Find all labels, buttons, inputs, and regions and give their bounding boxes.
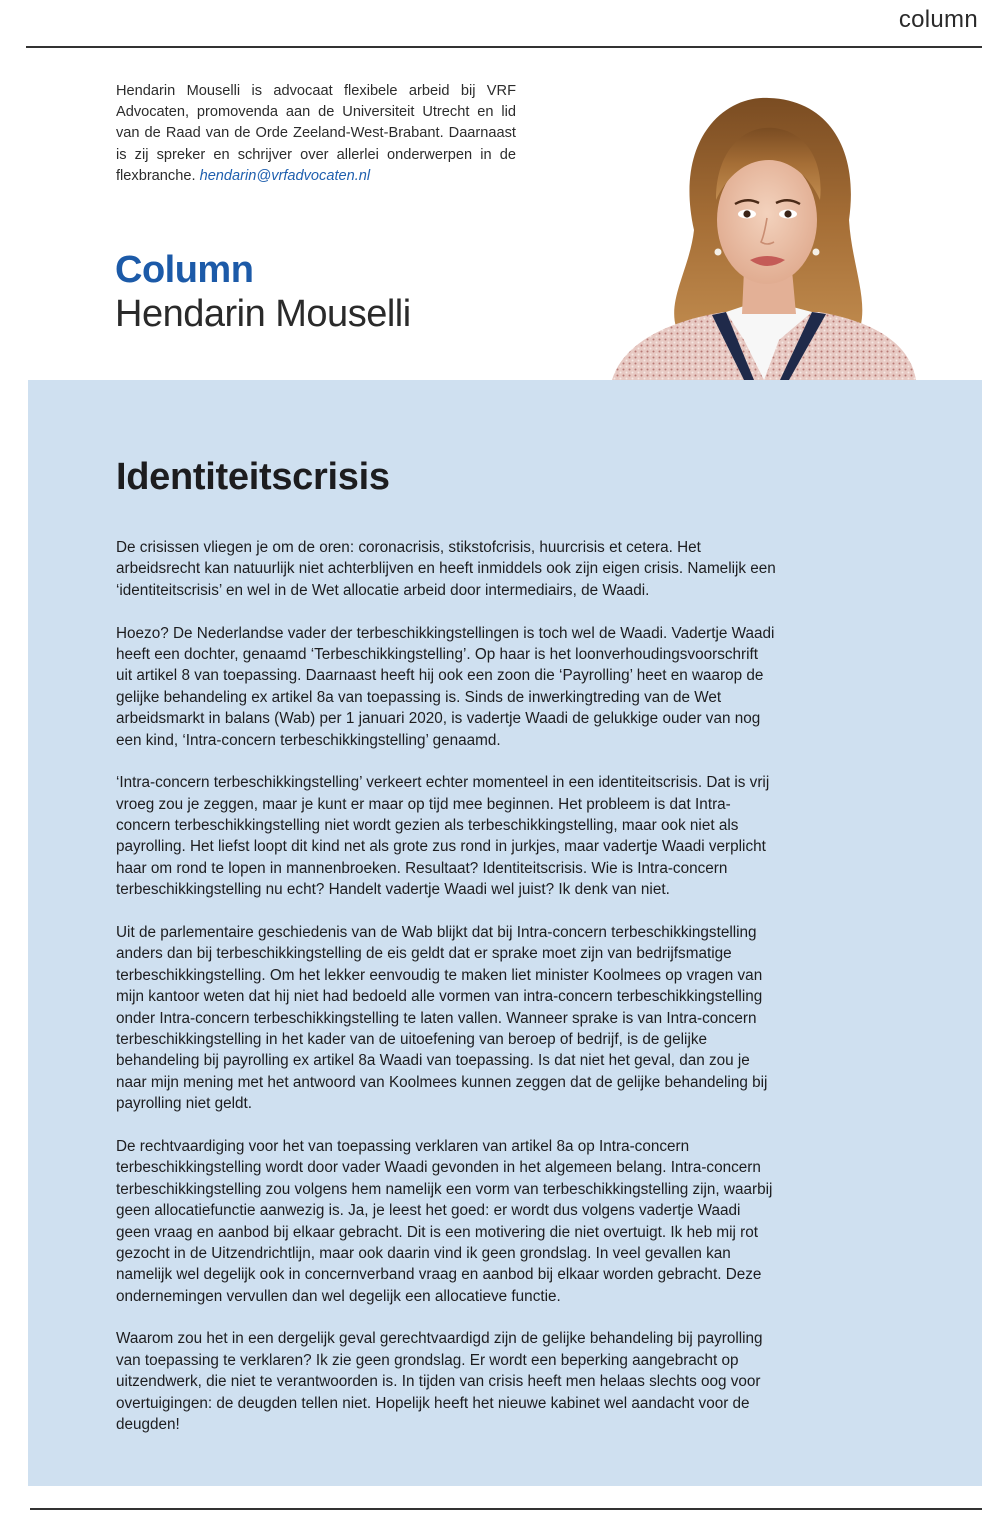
article-paragraph: Uit de parlementaire geschiedenis van de Wab blijkt dat bij Intra-concern terbeschikkingstelling anders dan bij terbeschikkingstelling de eis geldt dat er sprake moet zijn van bedrijfsmatige terbeschikkingstelling. Om het lekker eenvoudig te maken liet minister Koolmees op vragen van mijn kantoor weten dat hij niet had bedoeld alle vormen van intra-concern terbeschikkingstelling onder Intra-concern terbeschikkingstelling te laten vallen. Wanneer sprake is van Intra-concern terbeschikkingstelling in het kader van de uitoefening van beroep of bedrijf, is de gelijke behandeling bij payrolling ex artikel 8a Waadi van toepassing. Is dat niet het geval, dan zou je naar mijn mening met het antwoord van Koolmees kunnen zeggen dat de gelijke behandeling bij payrolling niet geldt. (116, 923, 768, 1113)
bottom-rule (30, 1508, 982, 1510)
article-paragraph: Waarom zou het in een dergelijk geval gerechtvaardigd zijn de gelijke behandeling bij payrolling van toepassing te verklaren? Ik zie geen grondslag. Er wordt een beperking aangebracht op uitzendwerk, die niet te verantwoorden is. In tijden van crisis heeft men helaas slechts oog voor overtuigingen: de deugden tellen niet. Hopelijk heeft het nieuwe kabinet wel aandacht voor de deugden! (116, 1330, 763, 1434)
article-body (116, 537, 776, 1457)
bio-email[interactable]: hendarin@vrfadvocaten.nl (199, 167, 371, 184)
article-paragraph: De crisissen vliegen je om de oren: coronacrisis, stikstofcrisis, huurcrisis et cetera. Het arbeidsrecht kan natuurlijk niet achterblijven en heeft inmiddels ook zijn eigen crisis. Namelijk een ‘identiteitscrisis’ en wel in de Wet allocatie arbeid door intermediairs, de Waadi. (116, 539, 776, 599)
portrait-illustration (604, 80, 924, 380)
top-rule (26, 46, 982, 48)
column-author: Hendarin Mouselli (115, 293, 411, 335)
article-paragraph: Hoezo? De Nederlandse vader der terbeschikkingstellingen is toch wel de Waadi. Vadertje Waadi heeft een dochter, genaamd ‘Terbeschikkingstelling’. Op haar is het loonverhoudingsvoorschrift uit artikel 8 van toepassing. Daarnaast heeft hij ook een zoon die ‘Payrolling’ heet en waarop de gelijke behandeling ex artikel 8a van toepassing is. Sinds de inwerkingtreding van de Wet arbeidsmarkt in balans (Wab) per 1 januari 2020, is vadertje Waadi de gelukkige ouder van nog een kind, ‘Intra-concern terbeschikkingstelling’ genaamd. (116, 624, 775, 749)
article-paragraph: De rechtvaardiging voor het van toepassing verklaren van artikel 8a op Intra-concern terbeschikkingstelling wordt door vader Waadi gevonden in het algemeen belang. Intra-concern terbeschikkingstelling zou volgens hem namelijk een vorm van terbeschikkingstelling zijn, waarbij geen allocatiefunctie aanwezig is. Ja, je leest het goed: er wordt dus volgens vadertje Waadi geen vraag en aanbod bij elkaar gebracht. Dit is een motivering die niet overtuigt. Ik heb mij rot gezocht in de Uitzendrichtlijn, maar ook daarin vind ik geen grondslag. In veel gevallen kan namelijk wel degelijk ook in concernverband vraag en aanbod bij elkaar worden gebracht. Deze ondernemingen vervullen dan wel degelijk een allocatieve functie. (116, 1137, 773, 1305)
author-portrait (604, 80, 924, 380)
author-bio (116, 81, 516, 187)
column-kicker: Column (115, 249, 254, 291)
article-title: Identiteitscrisis (116, 456, 390, 498)
section-label: column (898, 6, 978, 33)
column-heading (115, 248, 411, 336)
bio-text: Hendarin Mouselli is advocaat flexibele arbeid bij VRF Advocaten, promovenda aan de Universiteit Utrecht en lid van de Raad van de Orde Zeeland-West-Brabant. Daarnaast is zij spreker en schrijver over allerlei onderwerpen in de flexbranche. (116, 83, 516, 184)
article-paragraph: ‘Intra-concern terbeschikkingstelling’ verkeert echter momenteel in een identiteitscrisis. Dat is vrij vroeg zou je zeggen, maar je kunt er maar op tijd mee beginnen. Het probleem is dat Intra-concern terbeschikkingstelling niet wordt gezien als terbeschikkingstelling, maar ook niet als payrolling. Het liefst loopt dit kind net als grote zus rond in jurkjes, maar vadertje Waadi verplicht haar om rond te lopen in mannenbroeken. Resultaat? Identiteitscrisis. Wie is Intra-concern terbeschikkingstelling nu echt? Handelt vadertje Waadi wel juist? Ik denk van niet. (116, 774, 770, 899)
